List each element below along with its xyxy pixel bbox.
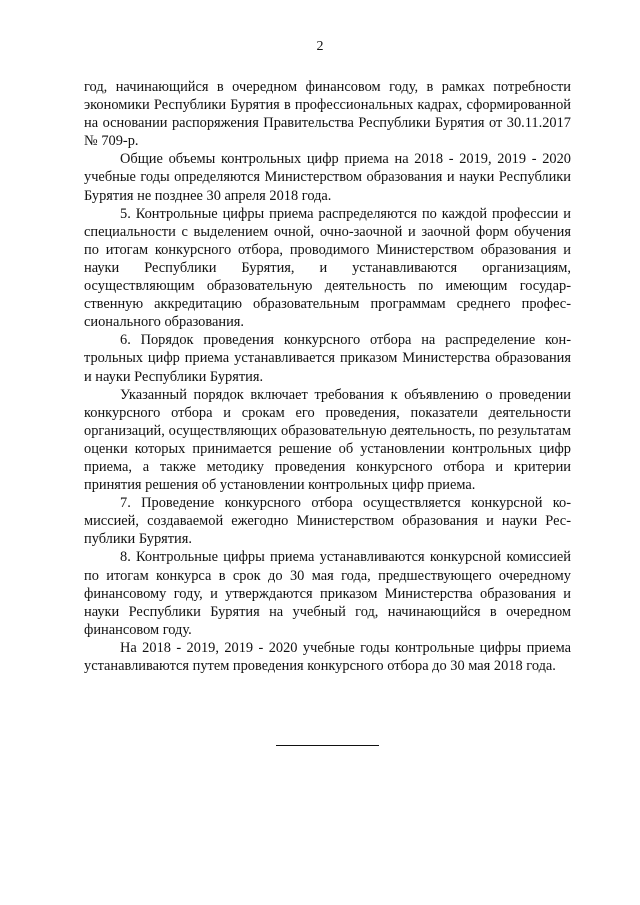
paragraph-item-6: 6. Порядок проведения конкурсного отбора на распределение контрольных цифр приема устанавливается приказом Министерства образования и науки Республики Бурятия. [84, 332, 571, 385]
document-body [84, 78, 571, 675]
paragraph-item-8: 8. Контрольные цифры приема устанавливаются конкурсной комиссией по итогам конкурса в срок до 30 мая года, предшествующего очередному финансовому году, и утверждаются приказом Министерства образования и науки Республики Бурятия на учебный год, начинающийся в очередном финансовом году. [84, 549, 571, 638]
paragraph-item-7: 7. Проведение конкурсного отбора осуществляется конкурсной комиссией, создаваемой ежегодно Министерством образования и науки Республики Бурятия. [84, 495, 571, 548]
paragraph-general-volumes: Общие объемы контрольных цифр приема на 2018 - 2019, 2019 - 2020 учебные годы определяются Министерством образования и науки Республики Бурятия не позднее 30 апреля 2018 года. [84, 151, 571, 204]
paragraph-continuation: год, начинающийся в очередном финансовом году, в рамках потребности экономики Республики Бурятия в профессиональных кадрах, сформированной на основании распоряжения Правительства Республики Бурятия от 30.11.2017 № 709-р. [84, 79, 571, 150]
paragraph-procedure-requirements: Указанный порядок включает требования к объявлению о проведении конкурсного отбора и срокам его проведения, показатели деятельности организаций, осуществляющих образовательную деятельность, по результатам оценки которых принимается решение об установлении контрольных цифр приема, а также методику проведения конкурсного отбора и критерии принятия решения об установлении контрольных цифр приема. [84, 386, 571, 494]
paragraph-item-5: 5. Контрольные цифры приема распределяются по каждой профессии и специальности с выделением очной, очно-заочной и заочной форм обучения по итогам конкурсного отбора, проводимого Министерством образования и науки Республики Бурятия, и устанавливаются организациям, осуществляющим образовательную деятельность по имеющим государственную аккредитацию образовательным программам среднего профессионального образования. [84, 205, 571, 331]
page-number: 2 [316, 39, 324, 54]
end-divider-line [276, 745, 379, 746]
paragraph-final: На 2018 - 2019, 2019 - 2020 учебные годы контрольные цифры приема устанавливаются путем проведения конкурсного отбора до 30 мая 2018 года. [84, 639, 571, 674]
